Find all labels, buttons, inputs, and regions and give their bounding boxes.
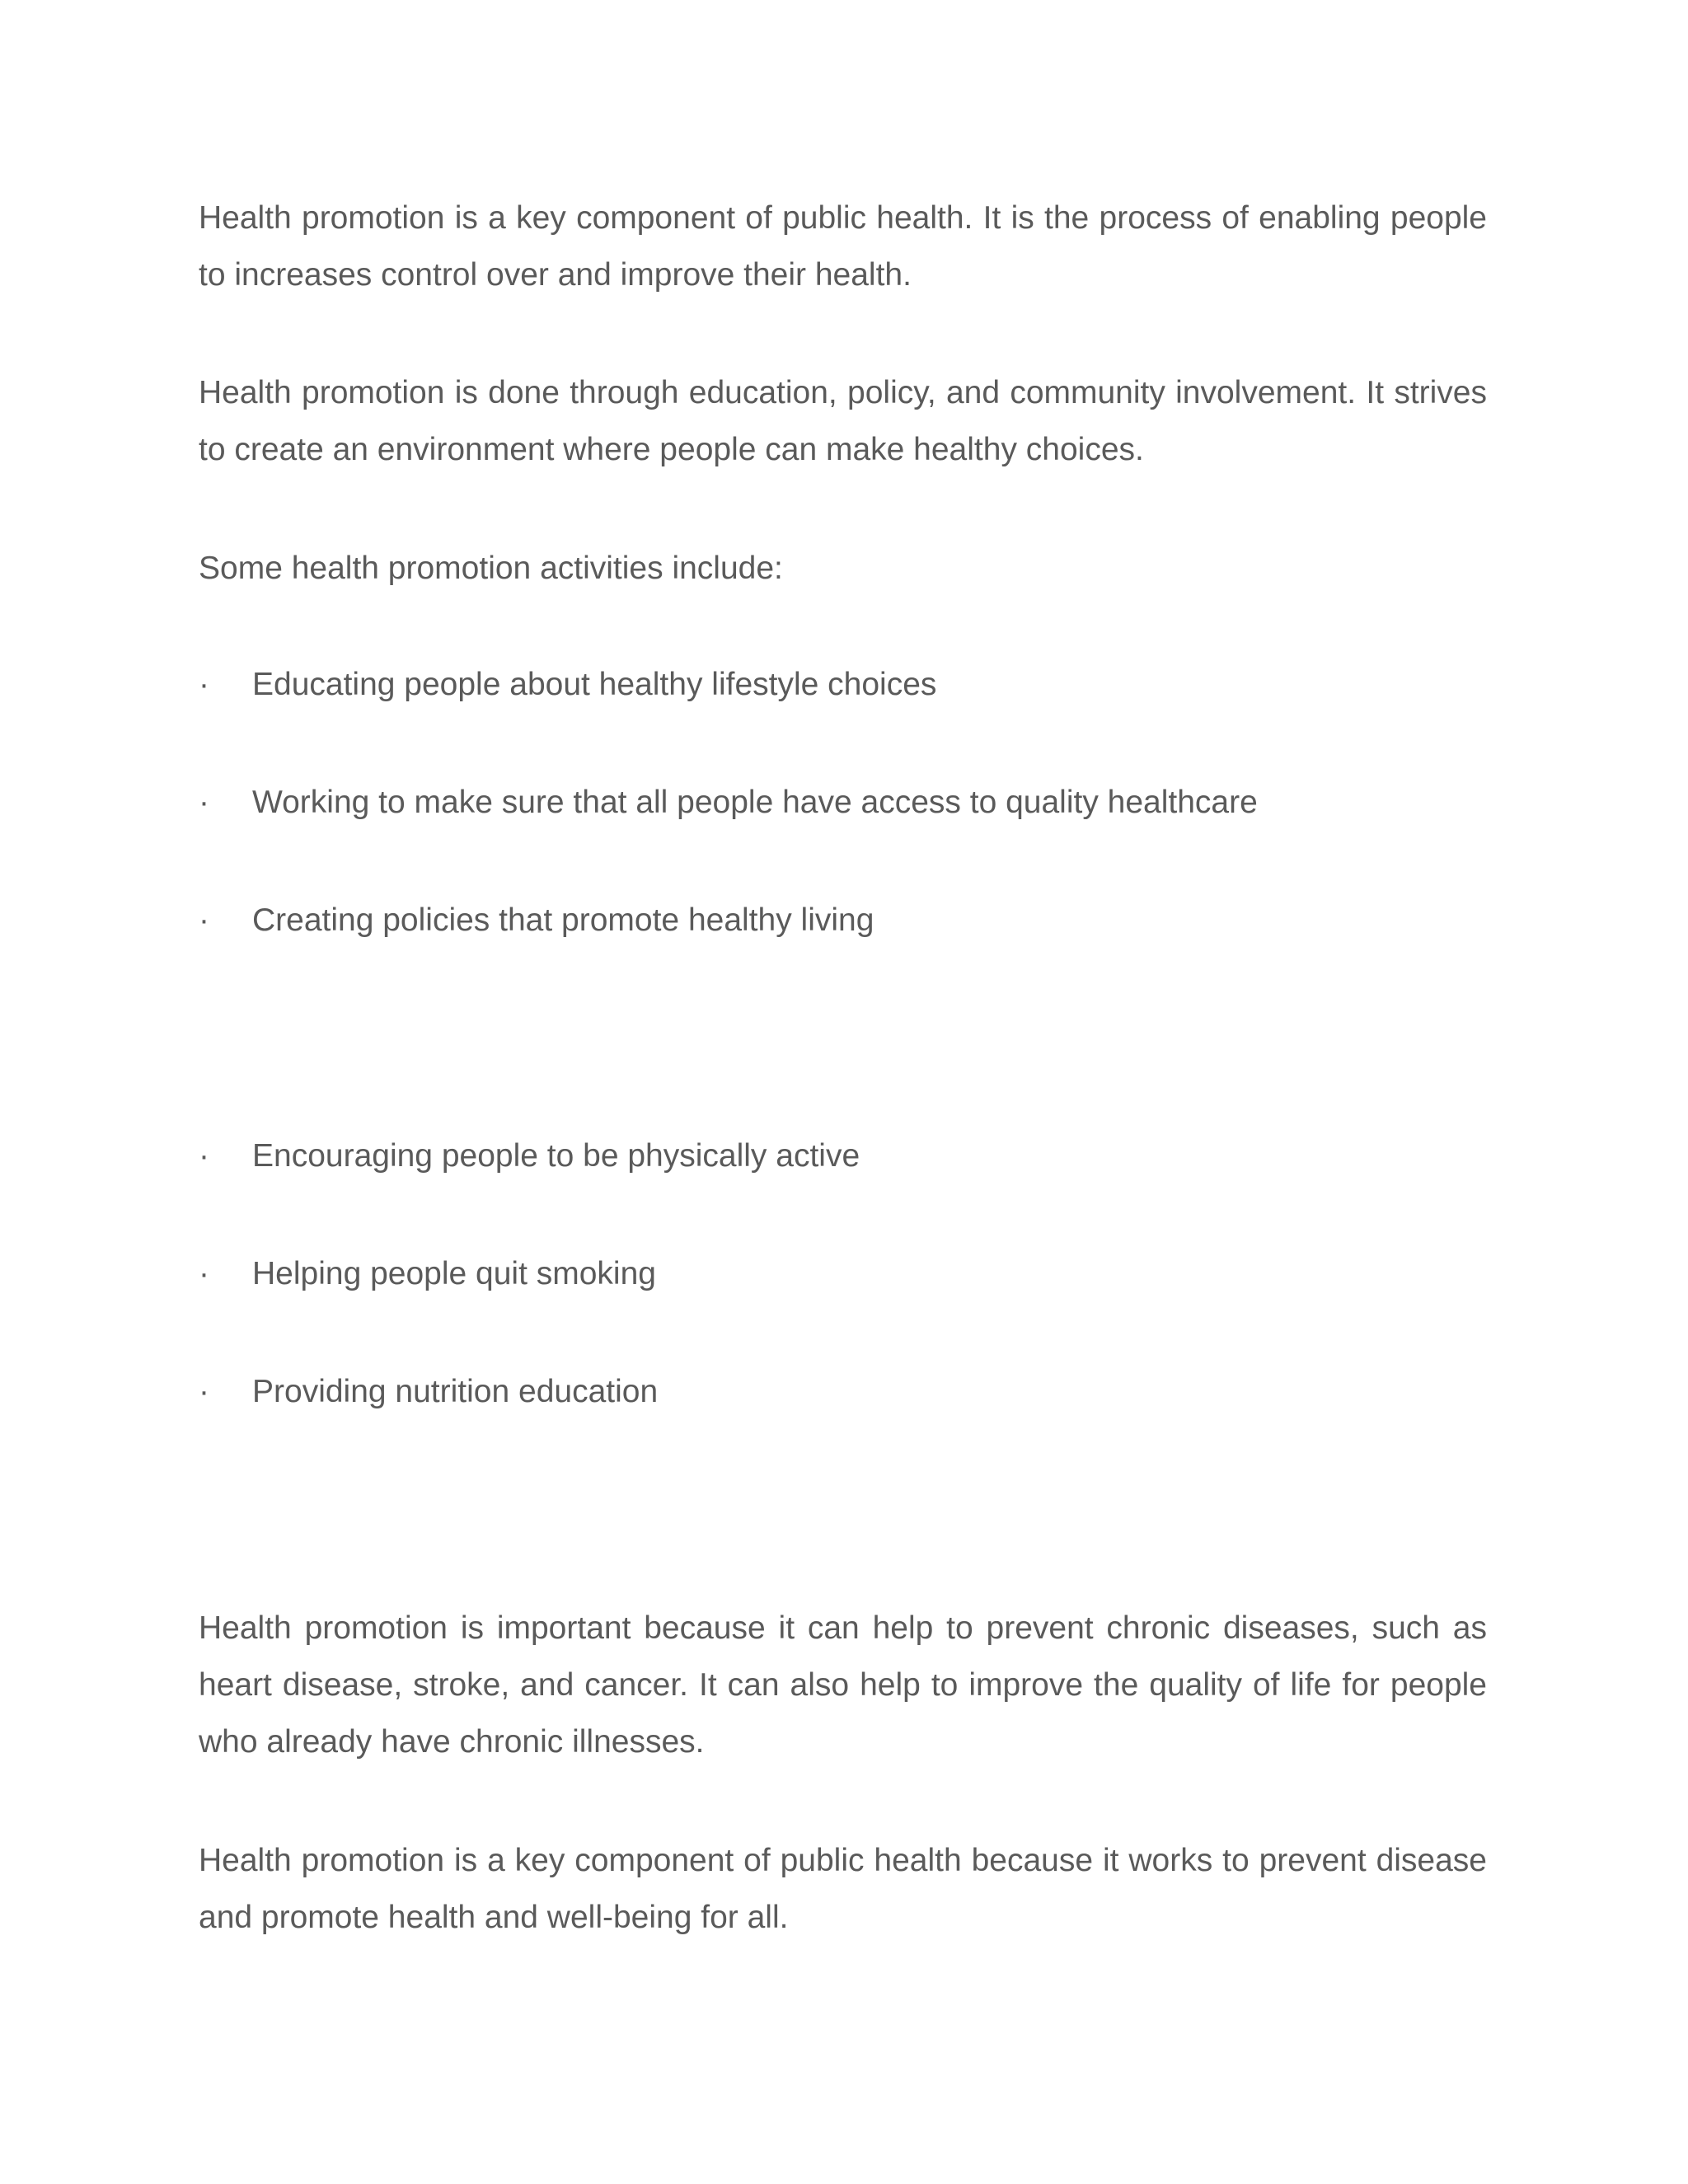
paragraph-activities-lead: Some health promotion activities include: (199, 551, 783, 586)
paragraph-intro: Health promotion is a key component of public health. It is the process of enabling people to increases control over and improve their health. (199, 200, 1487, 293)
paragraph-importance: Health promotion is important because it can help to prevent chronic diseases, such as heart disease, stroke, and cancer. It can also help to improve the quality of life for people who already have chronic illnesses. (199, 1610, 1487, 1760)
paragraph-methods: Health promotion is done through education, policy, and community involvement. It strives to create an environment where people can make healthy choices. (199, 375, 1487, 467)
bullet-icon: · (199, 785, 209, 820)
list-item-text: Working to make sure that all people have access to quality healthcare (252, 785, 1258, 820)
list-item (199, 778, 1487, 827)
bullet-icon: · (199, 1374, 209, 1409)
list-item (199, 1367, 1487, 1417)
list-item (199, 1132, 1487, 1181)
list-item-text: Encouraging people to be physically active (252, 1138, 860, 1174)
bullet-icon: · (199, 1256, 209, 1291)
list-item (199, 1249, 1487, 1299)
list-item-text: Educating people about healthy lifestyle choices (252, 667, 937, 702)
list-item-text: Providing nutrition education (252, 1374, 659, 1409)
paragraph-conclusion: Health promotion is a key component of public health because it works to prevent disease and promote health and well-being for all. (199, 1843, 1487, 1935)
bullet-icon: · (199, 902, 209, 938)
bullet-icon: · (199, 667, 209, 702)
list-item-text: Creating policies that promote healthy living (252, 902, 874, 938)
list-item-text: Helping people quit smoking (252, 1256, 656, 1291)
list-item (199, 896, 1487, 945)
bullet-icon: · (199, 1138, 209, 1174)
list-item (199, 660, 1487, 710)
